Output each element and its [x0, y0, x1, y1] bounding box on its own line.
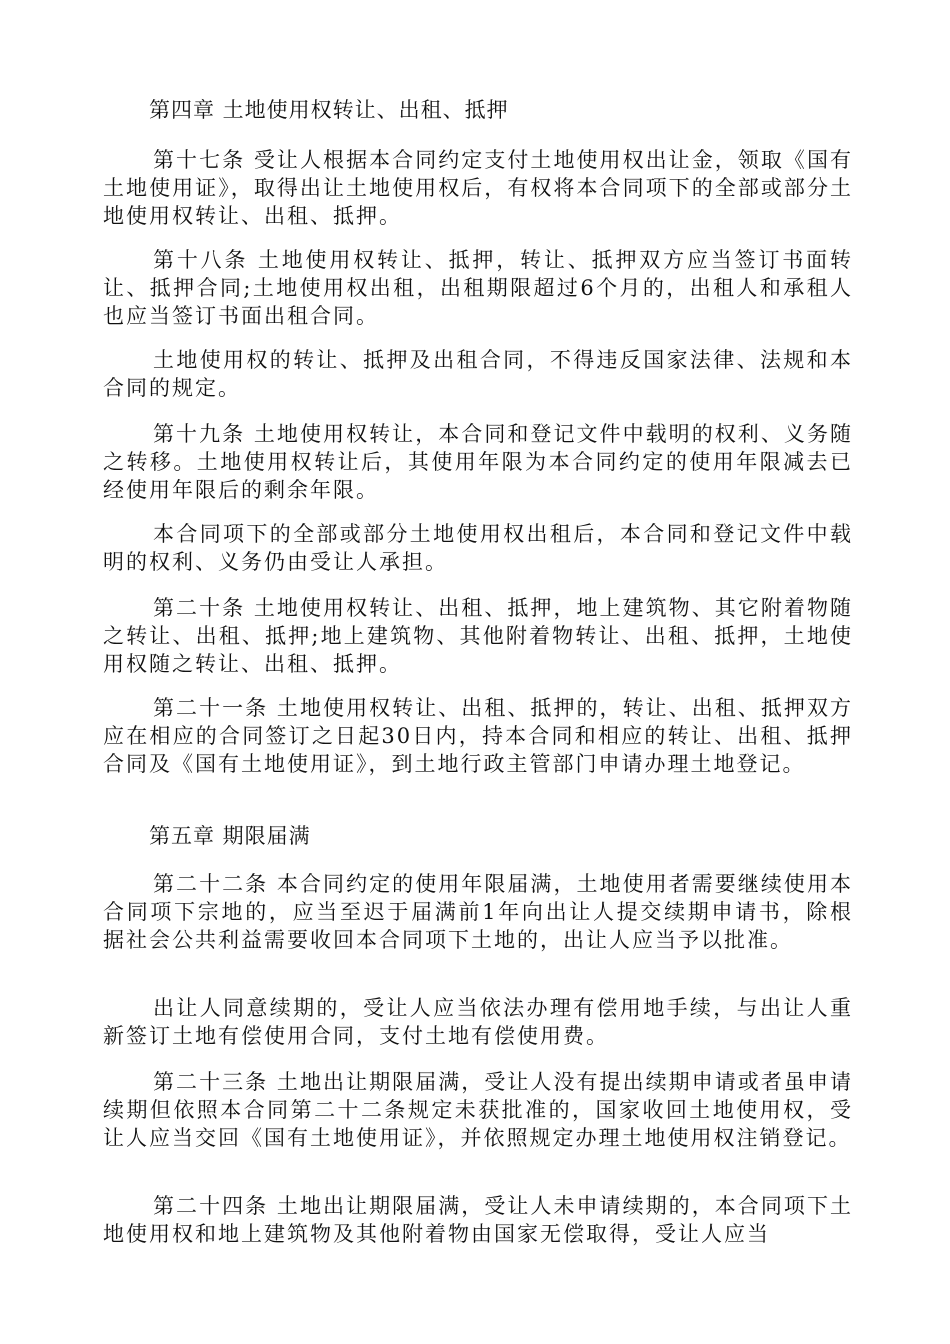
paragraph: 第二十三条 土地出让期限届满，受让人没有提出续期申请或者虽申请续期但依照本合同第二十二条规定未获批准的，国家收回土地使用权，受让人应当交回《国有土地使用证》，并依照规定办理土地使用权注销登记。 — [103, 1070, 853, 1150]
paragraph: 出让人同意续期的，受让人应当依法办理有偿用地手续，与出让人重新签订土地有偿使用合同，支付土地有偿使用费。 — [103, 996, 853, 1048]
paragraph: 第二十四条 土地出让期限届满，受让人未申请续期的，本合同项下土地使用权和地上建筑物及其他附着物由国家无偿取得，受让人应当 — [103, 1194, 853, 1246]
chapter-heading: 第五章 期限届满 — [149, 824, 311, 848]
paragraph: 土地使用权的转让、抵押及出租合同，不得违反国家法律、法规和本合同的规定。 — [103, 348, 853, 400]
paragraph: 第十七条 受让人根据本合同约定支付土地使用权出让金，领取《国有土地使用证》，取得出让土地使用权后，有权将本合同项下的全部或部分土地使用权转让、出租、抵押。 — [103, 148, 853, 228]
paragraph: 第二十二条 本合同约定的使用年限届满，土地使用者需要继续使用本合同项下宗地的，应当至迟于届满前1年向出让人提交续期申请书，除根据社会公共利益需要收回本合同项下土地的，出让人应当予以批准。 — [103, 872, 853, 952]
paragraph: 第十九条 土地使用权转让，本合同和登记文件中载明的权利、义务随之转移。土地使用权转让后，其使用年限为本合同约定的使用年限减去已经使用年限后的剩余年限。 — [103, 422, 853, 502]
chapter-heading: 第四章 土地使用权转让、出租、抵押 — [149, 98, 509, 122]
paragraph: 第二十条 土地使用权转让、出租、抵押，地上建筑物、其它附着物随之转让、出租、抵押;地上建筑物、其他附着物转让、出租、抵押，土地使用权随之转让、出租、抵押。 — [103, 596, 853, 676]
paragraph: 第十八条 土地使用权转让、抵押，转让、抵押双方应当签订书面转让、抵押合同;土地使用权出租，出租期限超过6个月的，出租人和承租人也应当签订书面出租合同。 — [103, 248, 853, 328]
paragraph: 本合同项下的全部或部分土地使用权出租后，本合同和登记文件中载明的权利、义务仍由受让人承担。 — [103, 522, 853, 574]
paragraph: 第二十一条 土地使用权转让、出租、抵押的，转让、出租、抵押双方应在相应的合同签订之日起30日内，持本合同和相应的转让、出租、抵押合同及《国有土地使用证》，到土地行政主管部门申请办理土地登记。 — [103, 696, 853, 776]
